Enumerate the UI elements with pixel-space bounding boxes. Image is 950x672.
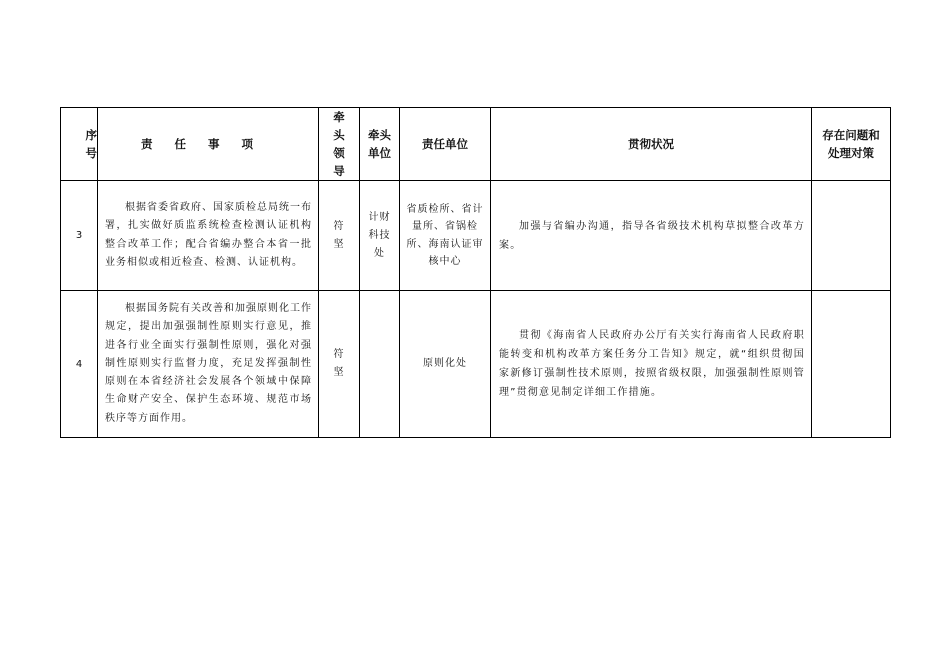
row-item: 根据国务院有关改善和加强原则化工作规定，提出加强强制性原则实行意见，推进各行业全面实行强制性原则，强化对强制性原则实行监督力度，充足发挥强制性原则在本省经济社会发展各个领域中保障生命财产安全、保护生态环境、规范市场秩序等方面作用。: [98, 291, 319, 438]
header-item: 责任事项: [98, 108, 319, 181]
row-seq: 3: [61, 181, 98, 291]
row-lead-unit: 计财科技处: [360, 181, 400, 291]
row-resp-unit: 原则化处: [400, 291, 491, 438]
header-status: 贯彻状况: [491, 108, 812, 181]
header-lead-unit: 牵头单位: [360, 108, 400, 181]
row-issues: [812, 291, 891, 438]
table-row: [61, 181, 891, 291]
header-lead-leader: 牵头领导: [319, 108, 360, 181]
header-row: [61, 108, 891, 181]
header-seq: 序号: [61, 108, 98, 181]
responsibility-table: [60, 107, 891, 438]
header-resp-unit: 责任单位: [400, 108, 491, 181]
row-lead-leader: 符坚: [319, 291, 360, 438]
row-resp-unit: 省质检所、省计量所、省锅检所、海南认证审核中心: [400, 181, 491, 291]
row-item: 根据省委省政府、国家质检总局统一布署，扎实做好质监系统检查检测认证机构整合改革工作；配合省编办整合本省一批业务相似或相近检查、检测、认证机构。: [98, 181, 319, 291]
row-status: 贯彻《海南省人民政府办公厅有关实行海南省人民政府职能转变和机构改革方案任务分工告知》规定，就“组织贯彻国家新修订强制性技术原则，按照省级权限，加强强制性原则管理”贯彻意见制定详细工作措施。: [491, 291, 812, 438]
row-lead-leader: 符坚: [319, 181, 360, 291]
row-issues: [812, 181, 891, 291]
row-lead-unit: [360, 291, 400, 438]
row-seq: 4: [61, 291, 98, 438]
row-status: 加强与省编办沟通，指导各省级技术机构草拟整合改革方案。: [491, 181, 812, 291]
header-issues: 存在问题和处理对策: [812, 108, 891, 181]
table-row: [61, 291, 891, 438]
